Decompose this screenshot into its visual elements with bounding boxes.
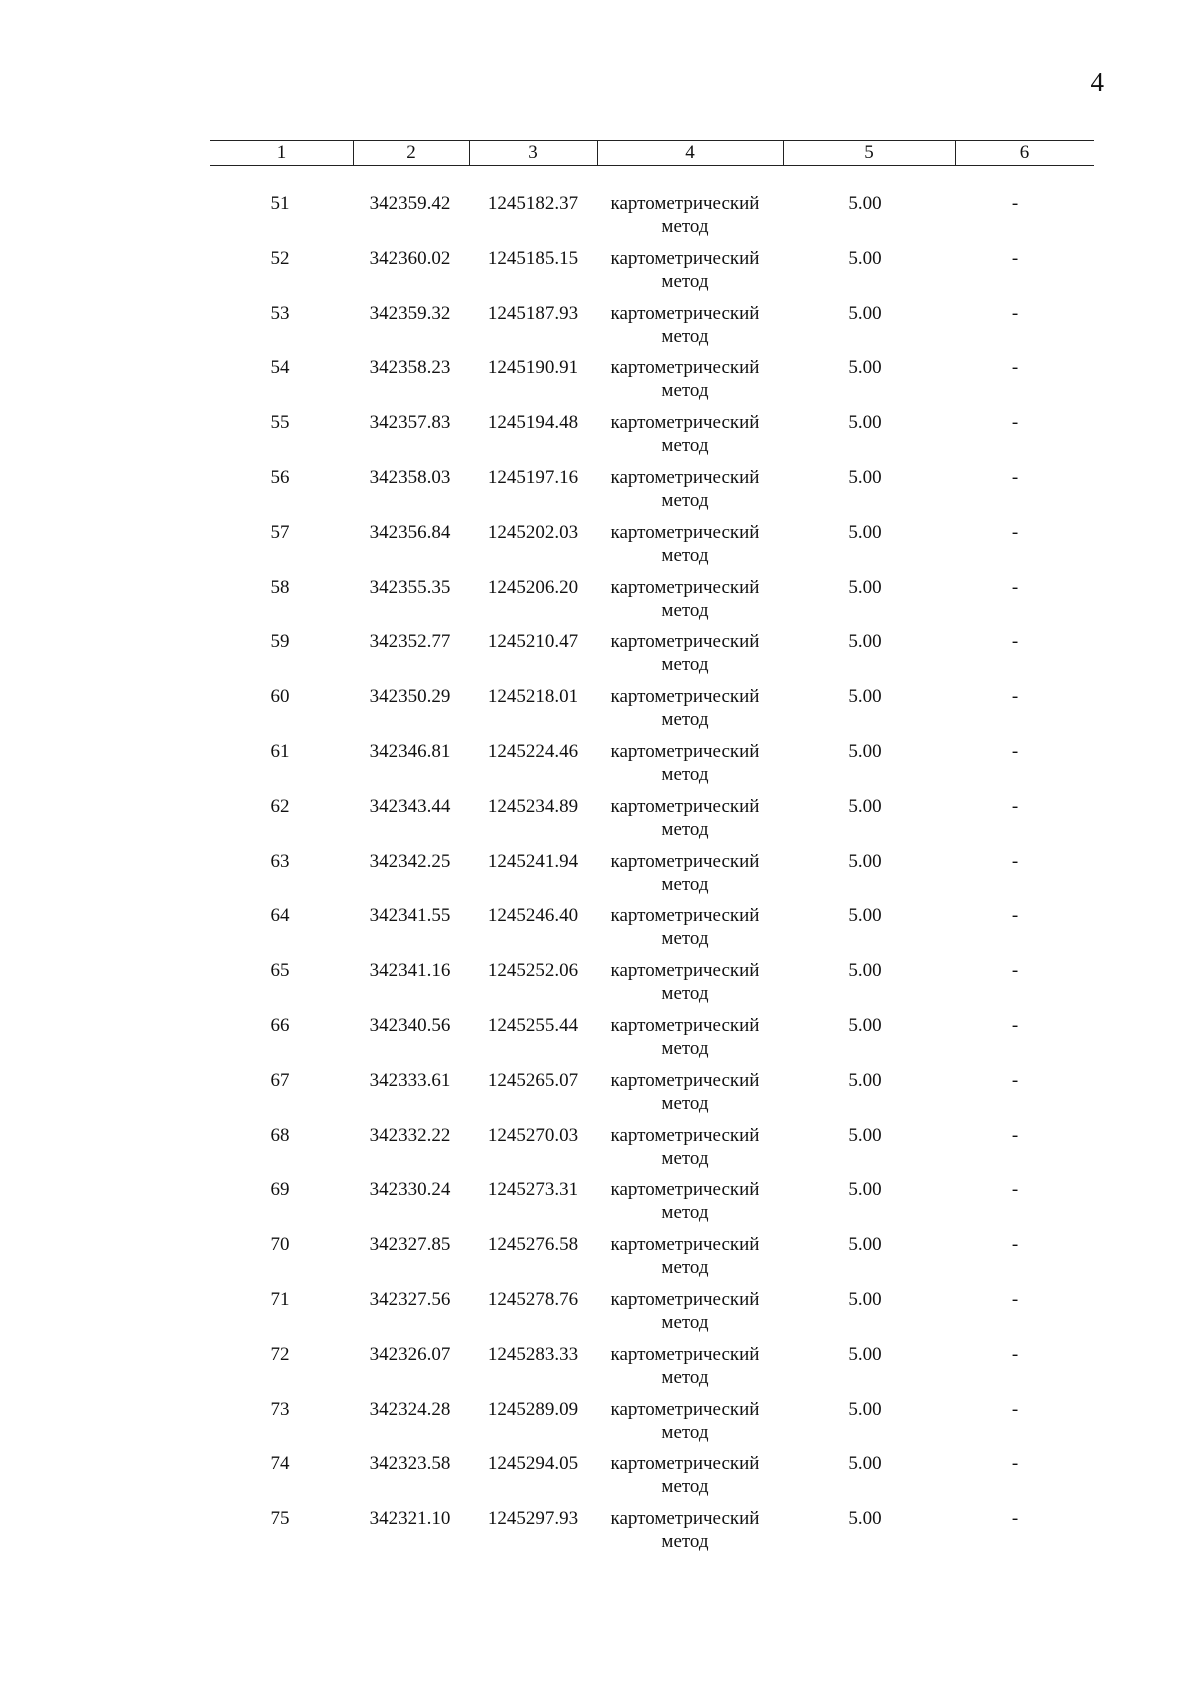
cell-accuracy: 5.00: [848, 960, 882, 982]
cell-point-number: 57: [270, 521, 290, 543]
cell-point-number: 54: [270, 357, 290, 379]
cell-method: картометрический метод: [610, 1508, 760, 1553]
cell-coord-y: 1245224.46: [487, 740, 579, 762]
cell-note: -: [1011, 412, 1019, 434]
cell-coord-y: 1245234.89: [487, 795, 579, 817]
cell-point-number: 51: [270, 193, 290, 214]
cell-coord-y: 1245297.93: [487, 1508, 579, 1530]
cell-coord-y: 1245246.40: [487, 905, 579, 927]
table-row: [0, 1343, 1200, 1398]
cell-method: картометрический метод: [610, 1234, 760, 1279]
cell-point-number: 74: [270, 1453, 290, 1475]
cell-coord-x: 342341.16: [369, 960, 451, 982]
table-header: [210, 140, 1094, 166]
cell-note: -: [1011, 1398, 1019, 1420]
cell-coord-y: 1245218.01: [487, 686, 579, 708]
cell-coord-y: 1245278.76: [487, 1288, 579, 1310]
cell-accuracy: 5.00: [848, 466, 882, 488]
cell-method: картометрический метод: [610, 466, 760, 511]
cell-accuracy: 5.00: [848, 247, 882, 269]
cell-note: -: [1011, 1234, 1019, 1256]
cell-coord-y: 1245241.94: [487, 850, 579, 872]
cell-accuracy: 5.00: [848, 1179, 882, 1201]
cell-point-number: 65: [270, 960, 290, 982]
cell-point-number: 68: [270, 1124, 290, 1146]
cell-method: картометрический метод: [610, 686, 760, 731]
table-row: [0, 411, 1200, 466]
cell-method: картометрический метод: [610, 1124, 760, 1169]
cell-note: -: [1011, 1069, 1019, 1091]
cell-coord-x: 342323.58: [369, 1453, 451, 1475]
cell-method: картометрический метод: [610, 631, 760, 676]
cell-coord-x: 342327.85: [369, 1234, 451, 1256]
cell-accuracy: 5.00: [848, 1508, 882, 1530]
cell-point-number: 75: [270, 1508, 290, 1530]
cell-note: -: [1011, 1453, 1019, 1475]
cell-note: -: [1011, 631, 1019, 653]
header-col-5: 5: [864, 142, 874, 163]
cell-accuracy: 5.00: [848, 1398, 882, 1420]
cell-accuracy: 5.00: [848, 1343, 882, 1365]
cell-note: -: [1011, 960, 1019, 982]
cell-coord-x: 342326.07: [369, 1343, 451, 1365]
cell-coord-y: 1245265.07: [487, 1069, 579, 1091]
cell-note: -: [1011, 686, 1019, 708]
cell-coord-x: 342321.10: [369, 1508, 451, 1530]
cell-point-number: 59: [270, 631, 290, 653]
table-row: [0, 685, 1200, 740]
cell-accuracy: 5.00: [848, 1014, 882, 1036]
cell-point-number: 55: [270, 412, 290, 434]
cell-coord-y: 1245289.09: [487, 1398, 579, 1420]
table-body: [0, 192, 1200, 1562]
cell-point-number: 53: [270, 302, 290, 324]
table-row: [0, 630, 1200, 685]
table-row: [0, 740, 1200, 795]
cell-method: картометрический метод: [610, 247, 760, 292]
cell-note: -: [1011, 1343, 1019, 1365]
table-row: [0, 302, 1200, 357]
cell-method: картометрический метод: [610, 1343, 760, 1388]
table-row: [0, 1178, 1200, 1233]
cell-note: -: [1011, 905, 1019, 927]
table-row: [0, 850, 1200, 905]
cell-method: картометрический метод: [610, 795, 760, 840]
cell-method: картометрический метод: [610, 1453, 760, 1498]
cell-method: картометрический метод: [610, 412, 760, 457]
cell-note: -: [1011, 1508, 1019, 1530]
cell-accuracy: 5.00: [848, 795, 882, 817]
cell-note: -: [1011, 740, 1019, 762]
cell-method: картометрический метод: [610, 905, 760, 950]
cell-coord-y: 1245270.03: [487, 1124, 579, 1146]
cell-coord-x: 342341.55: [369, 905, 451, 927]
cell-point-number: 60: [270, 686, 290, 708]
header-col-1: 1: [276, 142, 287, 163]
cell-accuracy: 5.00: [848, 850, 882, 872]
cell-coord-y: 1245187.93: [487, 302, 579, 324]
table-row: [0, 356, 1200, 411]
cell-point-number: 61: [270, 740, 290, 762]
cell-coord-y: 1245194.48: [487, 412, 579, 434]
cell-accuracy: 5.00: [848, 686, 882, 708]
cell-accuracy: 5.00: [848, 521, 882, 543]
table-row: [0, 904, 1200, 959]
cell-coord-x: 342340.56: [369, 1014, 451, 1036]
cell-note: -: [1011, 1124, 1019, 1146]
cell-accuracy: 5.00: [848, 1069, 882, 1091]
cell-note: -: [1011, 1014, 1019, 1036]
table-row: [0, 1124, 1200, 1179]
cell-coord-y: 1245252.06: [487, 960, 579, 982]
cell-note: -: [1011, 466, 1019, 488]
cell-accuracy: 5.00: [848, 576, 882, 598]
cell-coord-x: 342332.22: [369, 1124, 451, 1146]
cell-note: -: [1011, 850, 1019, 872]
cell-coord-x: 342343.44: [369, 795, 451, 817]
table-row: [0, 1014, 1200, 1069]
table-row: [0, 576, 1200, 631]
cell-note: -: [1011, 576, 1019, 598]
table-row: [0, 192, 1200, 247]
cell-accuracy: 5.00: [848, 412, 882, 434]
table-row: [0, 1069, 1200, 1124]
cell-method: картометрический метод: [610, 1179, 760, 1224]
table-row: [0, 795, 1200, 850]
cell-coord-y: 1245202.03: [487, 521, 579, 543]
cell-note: -: [1011, 193, 1019, 214]
cell-method: картометрический метод: [610, 740, 760, 785]
cell-note: -: [1011, 357, 1019, 379]
cell-coord-y: 1245276.58: [487, 1234, 579, 1256]
header-col-6: 6: [1019, 142, 1030, 163]
page-number: 4: [1090, 67, 1104, 97]
cell-method: картометрический метод: [610, 1069, 760, 1114]
cell-note: -: [1011, 1179, 1019, 1201]
cell-coord-y: 1245255.44: [487, 1014, 579, 1036]
cell-accuracy: 5.00: [848, 905, 882, 927]
cell-coord-x: 342355.35: [369, 576, 451, 598]
cell-coord-y: 1245206.20: [487, 576, 579, 598]
cell-point-number: 62: [270, 795, 290, 817]
cell-accuracy: 5.00: [848, 193, 882, 214]
cell-accuracy: 5.00: [848, 302, 882, 324]
cell-coord-y: 1245210.47: [487, 631, 579, 653]
cell-coord-x: 342359.42: [369, 193, 451, 214]
table-row: [0, 959, 1200, 1014]
cell-method: картометрический метод: [610, 193, 760, 237]
cell-accuracy: 5.00: [848, 1234, 882, 1256]
cell-method: картометрический метод: [610, 1288, 760, 1333]
table-row: [0, 1398, 1200, 1453]
cell-point-number: 52: [270, 247, 290, 269]
cell-method: картометрический метод: [610, 576, 760, 621]
cell-coord-x: 342330.24: [369, 1179, 451, 1201]
table-row: [0, 521, 1200, 576]
cell-point-number: 66: [270, 1014, 290, 1036]
table-row: [0, 1233, 1200, 1288]
cell-point-number: 71: [270, 1288, 290, 1310]
cell-method: картометрический метод: [610, 1398, 760, 1443]
cell-coord-x: 342358.23: [369, 357, 451, 379]
cell-coord-x: 342324.28: [369, 1398, 451, 1420]
cell-accuracy: 5.00: [848, 740, 882, 762]
cell-point-number: 58: [270, 576, 290, 598]
table-row: [0, 1288, 1200, 1343]
cell-point-number: 70: [270, 1234, 290, 1256]
cell-point-number: 64: [270, 905, 290, 927]
cell-coord-x: 342346.81: [369, 740, 451, 762]
cell-point-number: 67: [270, 1069, 290, 1091]
cell-point-number: 72: [270, 1343, 290, 1365]
header-col-2: 2: [406, 142, 416, 163]
cell-accuracy: 5.00: [848, 1288, 882, 1310]
cell-note: -: [1011, 521, 1019, 543]
cell-note: -: [1011, 795, 1019, 817]
cell-coord-x: 342350.29: [369, 686, 451, 708]
cell-point-number: 73: [270, 1398, 290, 1420]
cell-note: -: [1011, 302, 1019, 324]
cell-coord-y: 1245197.16: [487, 466, 579, 488]
cell-method: картометрический метод: [610, 850, 760, 895]
cell-coord-x: 342333.61: [369, 1069, 451, 1091]
cell-coord-x: 342360.02: [369, 247, 451, 269]
cell-accuracy: 5.00: [848, 1124, 882, 1146]
cell-note: -: [1011, 247, 1019, 269]
cell-method: картометрический метод: [610, 960, 760, 1005]
cell-coord-y: 1245185.15: [487, 247, 579, 269]
cell-coord-x: 342352.77: [369, 631, 451, 653]
cell-coord-x: 342356.84: [369, 521, 451, 543]
cell-coord-x: 342359.32: [369, 302, 451, 324]
cell-coord-x: 342357.83: [369, 412, 451, 434]
cell-coord-x: 342342.25: [369, 850, 451, 872]
table-row: [0, 1507, 1200, 1562]
cell-coord-y: 1245190.91: [487, 357, 579, 379]
header-col-4: 4: [685, 142, 695, 163]
cell-accuracy: 5.00: [848, 1453, 882, 1475]
cell-point-number: 56: [270, 466, 290, 488]
table-row: [0, 247, 1200, 302]
cell-coord-x: 342358.03: [369, 466, 451, 488]
cell-coord-y: 1245283.33: [487, 1343, 579, 1365]
cell-method: картометрический метод: [610, 302, 760, 347]
cell-coord-x: 342327.56: [369, 1288, 451, 1310]
table-row: [0, 1452, 1200, 1507]
table-row: [0, 466, 1200, 521]
cell-accuracy: 5.00: [848, 357, 882, 379]
cell-point-number: 69: [270, 1179, 290, 1201]
cell-method: картометрический метод: [610, 1014, 760, 1059]
cell-coord-y: 1245273.31: [487, 1179, 579, 1201]
cell-accuracy: 5.00: [848, 631, 882, 653]
cell-coord-y: 1245182.37: [487, 193, 579, 214]
cell-method: картометрический метод: [610, 357, 760, 402]
cell-note: -: [1011, 1288, 1019, 1310]
cell-coord-y: 1245294.05: [487, 1453, 579, 1475]
cell-method: картометрический метод: [610, 521, 760, 566]
header-col-3: 3: [528, 142, 538, 163]
cell-point-number: 63: [270, 850, 290, 872]
